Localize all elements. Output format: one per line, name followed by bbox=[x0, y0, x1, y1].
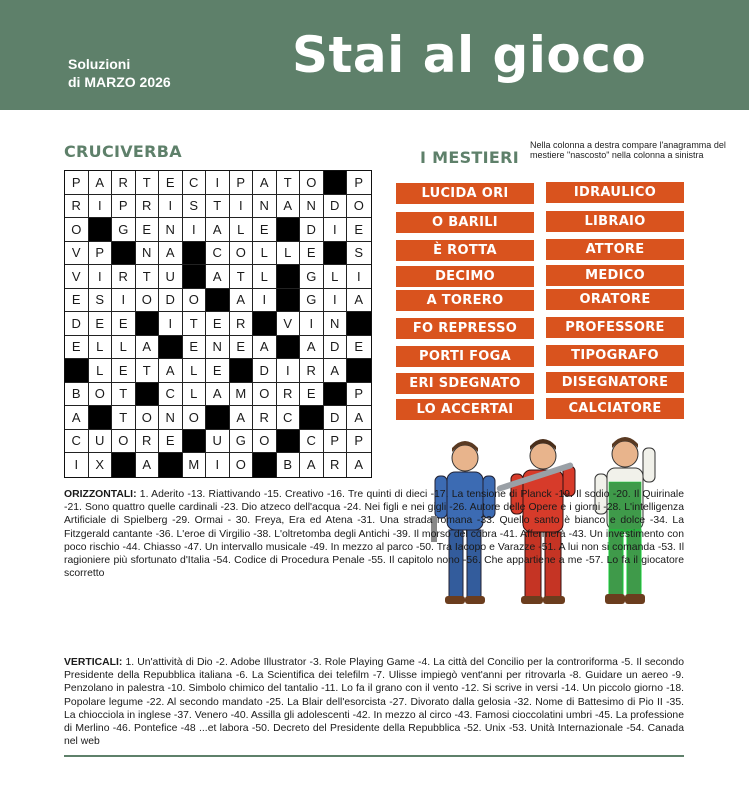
grid-cell: O bbox=[183, 289, 207, 313]
grid-cell: N bbox=[300, 195, 324, 219]
solutions-line2: di MARZO 2026 bbox=[68, 74, 171, 90]
grid-cell: P bbox=[230, 171, 254, 195]
grid-cell: G bbox=[230, 430, 254, 454]
solutions-label bbox=[68, 55, 171, 91]
anagram-heading: I MESTIERI bbox=[420, 148, 519, 167]
grid-cell: S bbox=[183, 195, 207, 219]
grid-cell: T bbox=[112, 406, 136, 430]
grid-cell: L bbox=[324, 265, 348, 289]
grid-cell: P bbox=[112, 195, 136, 219]
page-title: Stai al gioco bbox=[292, 26, 647, 84]
anagram-left-item: ERI SDEGNATO bbox=[396, 373, 534, 394]
grid-cell: I bbox=[159, 312, 183, 336]
grid-block bbox=[277, 265, 301, 289]
grid-cell: O bbox=[300, 171, 324, 195]
grid-cell: O bbox=[230, 242, 254, 266]
grid-cell: A bbox=[253, 336, 277, 360]
grid-cell: I bbox=[277, 359, 301, 383]
grid-cell: N bbox=[253, 195, 277, 219]
grid-cell: L bbox=[89, 336, 113, 360]
grid-cell: A bbox=[354, 457, 364, 473]
grid-cell: R bbox=[324, 453, 348, 477]
across-clues bbox=[64, 488, 684, 580]
grid-cell: T bbox=[277, 171, 301, 195]
grid-cell: R bbox=[253, 406, 277, 430]
grid-cell: T bbox=[136, 359, 160, 383]
grid-cell: D bbox=[324, 336, 348, 360]
grid-block bbox=[159, 336, 183, 360]
crossword-heading: CRUCIVERBA bbox=[64, 142, 182, 161]
grid-cell: A bbox=[347, 289, 371, 313]
anagram-right-item: ATTORE bbox=[546, 239, 684, 260]
grid-cell: R bbox=[112, 265, 136, 289]
anagram-note: Nella colonna a destra compare l'anagramma del mestiere "nascosto" nella colonna a sinistra bbox=[530, 140, 726, 160]
grid-cell: E bbox=[347, 218, 371, 242]
grid-cell: A bbox=[89, 171, 113, 195]
grid-cell: E bbox=[300, 383, 324, 407]
grid-block bbox=[89, 218, 113, 242]
grid-block bbox=[112, 453, 136, 477]
grid-block bbox=[277, 218, 301, 242]
header-banner bbox=[0, 0, 749, 110]
grid-cell: O bbox=[136, 406, 160, 430]
grid-cell: N bbox=[324, 312, 348, 336]
anagram-right-item: LIBRAIO bbox=[546, 211, 684, 232]
grid-cell: R bbox=[112, 171, 136, 195]
grid-cell: E bbox=[65, 289, 89, 313]
grid-cell: P bbox=[324, 430, 348, 454]
grid-cell: N bbox=[159, 406, 183, 430]
grid-cell: L bbox=[277, 242, 301, 266]
grid-cell: M bbox=[230, 383, 254, 407]
grid-cell: E bbox=[230, 336, 254, 360]
grid-cell: A bbox=[159, 359, 183, 383]
grid-cell: O bbox=[253, 383, 277, 407]
grid-cell: G bbox=[300, 265, 324, 289]
grid-cell: A bbox=[65, 406, 89, 430]
grid-block bbox=[136, 312, 160, 336]
grid-cell: O bbox=[136, 289, 160, 313]
grid-cell: D bbox=[253, 359, 277, 383]
down-label: VERTICALI: bbox=[64, 657, 123, 668]
grid-cell: C bbox=[300, 430, 324, 454]
grid-cell: E bbox=[89, 312, 113, 336]
grid-cell: O bbox=[183, 406, 207, 430]
grid-cell: A bbox=[159, 242, 183, 266]
grid-cell: N bbox=[206, 336, 230, 360]
grid-cell: T bbox=[136, 171, 160, 195]
grid-cell: S bbox=[89, 289, 113, 313]
grid-cell: C bbox=[206, 242, 230, 266]
grid-block bbox=[89, 406, 113, 430]
grid-block bbox=[183, 430, 207, 454]
grid-cell: B bbox=[277, 453, 301, 477]
grid-cell: P bbox=[347, 171, 371, 195]
grid-block bbox=[347, 312, 371, 336]
anagram-right-item: ORATORE bbox=[546, 289, 684, 310]
grid-cell: E bbox=[347, 336, 371, 360]
grid-block bbox=[347, 359, 371, 383]
grid-cell: I bbox=[230, 195, 254, 219]
grid-block bbox=[324, 383, 348, 407]
grid-cell: D bbox=[300, 218, 324, 242]
grid-cell: I bbox=[347, 265, 371, 289]
grid-cell: T bbox=[136, 265, 160, 289]
anagram-left-item: PORTI FOGA bbox=[396, 346, 534, 367]
grid-cell: R bbox=[230, 312, 254, 336]
grid-cell: A bbox=[300, 453, 324, 477]
down-clues bbox=[64, 656, 684, 748]
grid-block bbox=[206, 406, 230, 430]
grid-cell: E bbox=[112, 312, 136, 336]
grid-block bbox=[183, 242, 207, 266]
anagram-right-item: CALCIATORE bbox=[546, 398, 684, 419]
grid-block bbox=[136, 383, 160, 407]
grid-cell: B bbox=[65, 383, 89, 407]
grid-cell: E bbox=[183, 336, 207, 360]
grid-cell: E bbox=[65, 336, 89, 360]
crossword-grid bbox=[64, 170, 372, 478]
grid-cell: O bbox=[65, 218, 89, 242]
grid-cell: A bbox=[136, 453, 160, 477]
grid-cell: U bbox=[159, 265, 183, 289]
grid-cell: I bbox=[324, 289, 348, 313]
grid-cell: G bbox=[300, 289, 324, 313]
anagram-right-item: PROFESSORE bbox=[546, 317, 684, 338]
grid-cell: G bbox=[112, 218, 136, 242]
grid-block bbox=[324, 242, 348, 266]
anagram-left-item: LO ACCERTAI bbox=[396, 399, 534, 420]
grid-block bbox=[253, 312, 277, 336]
grid-cell: I bbox=[300, 312, 324, 336]
anagram-right-item: IDRAULICO bbox=[546, 182, 684, 203]
grid-block bbox=[324, 171, 348, 195]
grid-cell: R bbox=[300, 359, 324, 383]
grid-block bbox=[159, 453, 183, 477]
grid-cell: A bbox=[277, 195, 301, 219]
grid-cell: A bbox=[206, 265, 230, 289]
grid-block bbox=[277, 336, 301, 360]
anagram-right-item: TIPOGRAFO bbox=[546, 345, 684, 366]
grid-cell: R bbox=[136, 195, 160, 219]
anagram-right-item: DISEGNATORE bbox=[546, 372, 684, 393]
grid-cell: E bbox=[253, 218, 277, 242]
grid-cell: C bbox=[65, 430, 89, 454]
across-text: 1. Aderito -13. Riattivando -15. Creativo -16. Tre quinti di dieci -17. La tensione di Planck -19. Il sodio -20. Il Quirinale -21. Sono quattro quelle cardinali -23. Dio atzeco dell'acqua -24. Nei figli e nei gigli -26. Autore delle Opere e i giorni -28. L'intelligenza Artificiale di Spielberg -29. Ormai - 30. Freya, Era ed Atena -31. Una strada romana -33. Quello santo è bianco e dolce -34. La Fitzgerald cantante -36. L'eroe di Virgilio -38. L'oltretomba degli Antichi -39. Il morso del cobra -41. Affermerà -43. Un investimento con poco rischio -44. Chiasso -47. Un intervallo musicale -49. In mezzo al parco -50. Tra Iacopo e Varazze -51. A lui non si comanda -53. Il ragioniere più sfortunato d'Italia -54. Codice di Procedura Penale -55. Il capitolo nono -56. Che appartiene a me -57. Lo fa il giocatore scorretto bbox=[64, 489, 684, 580]
grid-cell: V bbox=[277, 312, 301, 336]
grid-cell: N bbox=[159, 218, 183, 242]
anagram-left-item: FO REPRESSO bbox=[396, 318, 534, 339]
grid-cell: I bbox=[253, 289, 277, 313]
grid-block bbox=[230, 359, 254, 383]
grid-cell: R bbox=[277, 383, 301, 407]
grid-block bbox=[253, 453, 277, 477]
grid-cell: S bbox=[347, 242, 371, 266]
grid-cell: O bbox=[347, 195, 371, 219]
grid-block bbox=[65, 359, 89, 383]
grid-block bbox=[300, 406, 324, 430]
grid-cell: O bbox=[230, 453, 254, 477]
grid-cell: N bbox=[136, 242, 160, 266]
anagram-left-item: LUCIDA ORI bbox=[396, 183, 534, 204]
grid-cell: C bbox=[183, 171, 207, 195]
grid-cell: A bbox=[347, 406, 371, 430]
grid-cell: L bbox=[253, 265, 277, 289]
grid-cell: O bbox=[112, 430, 136, 454]
grid-block bbox=[112, 242, 136, 266]
grid-cell: I bbox=[183, 218, 207, 242]
grid-cell: L bbox=[89, 359, 113, 383]
grid-cell: L bbox=[230, 218, 254, 242]
anagram-left-item: DECIMO bbox=[396, 266, 534, 287]
grid-block bbox=[183, 265, 207, 289]
grid-cell: L bbox=[183, 359, 207, 383]
grid-cell: E bbox=[112, 359, 136, 383]
grid-cell: A bbox=[324, 359, 348, 383]
grid-cell: D bbox=[324, 195, 348, 219]
grid-cell: I bbox=[89, 195, 113, 219]
grid-cell: T bbox=[183, 312, 207, 336]
grid-cell: D bbox=[324, 406, 348, 430]
grid-cell: L bbox=[112, 336, 136, 360]
grid-cell: L bbox=[183, 383, 207, 407]
grid-cell: O bbox=[89, 383, 113, 407]
grid-cell: V bbox=[65, 242, 89, 266]
anagram-right-item: MEDICO bbox=[546, 265, 684, 286]
grid-cell: I bbox=[159, 195, 183, 219]
anagram-left-item: A TORERO bbox=[396, 290, 534, 311]
grid-cell: M bbox=[183, 453, 207, 477]
grid-cell: E bbox=[159, 430, 183, 454]
bottom-divider bbox=[64, 755, 684, 757]
grid-cell: E bbox=[300, 242, 324, 266]
grid-cell: C bbox=[159, 383, 183, 407]
grid-cell: A bbox=[206, 383, 230, 407]
grid-cell: A bbox=[230, 406, 254, 430]
grid-cell: L bbox=[253, 242, 277, 266]
grid-block bbox=[277, 430, 301, 454]
grid-cell: T bbox=[112, 383, 136, 407]
anagram-left-item: O BARILI bbox=[396, 212, 534, 233]
grid-cell: E bbox=[159, 171, 183, 195]
grid-cell: A bbox=[300, 336, 324, 360]
across-label: ORIZZONTALI: bbox=[64, 489, 137, 500]
solutions-line1: Soluzioni bbox=[68, 56, 131, 72]
grid-cell: E bbox=[206, 312, 230, 336]
grid-cell: P bbox=[89, 242, 113, 266]
grid-cell: P bbox=[65, 171, 89, 195]
grid-cell: R bbox=[136, 430, 160, 454]
grid-block bbox=[277, 289, 301, 313]
grid-cell: V bbox=[65, 265, 89, 289]
grid-cell: C bbox=[277, 406, 301, 430]
grid-cell: D bbox=[159, 289, 183, 313]
grid-cell: I bbox=[89, 265, 113, 289]
grid-cell: D bbox=[65, 312, 89, 336]
grid-cell: E bbox=[136, 218, 160, 242]
down-text: 1. Un'attività di Dio -2. Adobe Illustrator -3. Role Playing Game -4. La città del Concilio per la controriforma -5. Il secondo Presidente della Repubblica italiana -6. La Scientifica dei telefilm -7. Ulisse impiegò vent'anni per ritrovarla -8. Guidare un aereo -9. Penzolano in palestra -10. Simbolo chimico del tantalio -11. Lo fa il grano con il vento -12. Si scrive in versi -14. Un piccolo giorno -18. Popolare legume -22. Al secondo mandato -25. La Blair dell'esorcista -27. Divorato dalla gelosia -32. Nome di Battesimo di Pio II -35. La chiocciola in inglese -37. Venero -40. Assilla gli adolescenti -42. In mezzo al circo -43. Famosi cioccolatini umbri -45. La professione di Merlino -46. Pontefice -48 ...et labora -50. Decreto del Presidente della Repubblica -52. Unix -53. Unità Internazionale -54. Canada nel web bbox=[64, 657, 684, 748]
grid-cell: A bbox=[136, 336, 160, 360]
grid-cell: E bbox=[206, 359, 230, 383]
grid-cell: A bbox=[230, 289, 254, 313]
grid-cell: O bbox=[253, 430, 277, 454]
grid-cell: A bbox=[206, 218, 230, 242]
anagram-left-item: È ROTTA bbox=[396, 240, 534, 261]
grid-cell: I bbox=[65, 453, 89, 477]
grid-cell: A bbox=[253, 171, 277, 195]
grid-cell: U bbox=[206, 430, 230, 454]
grid-cell: T bbox=[206, 195, 230, 219]
grid-cell: I bbox=[324, 218, 348, 242]
grid-cell: P bbox=[347, 383, 371, 407]
grid-block bbox=[206, 289, 230, 313]
grid-cell: I bbox=[206, 171, 230, 195]
grid-cell: I bbox=[112, 289, 136, 313]
grid-cell: R bbox=[65, 195, 89, 219]
grid-cell: T bbox=[230, 265, 254, 289]
grid-cell: P bbox=[347, 430, 371, 454]
grid-cell: X bbox=[89, 453, 113, 477]
grid-cell: I bbox=[206, 453, 230, 477]
grid-cell: U bbox=[89, 430, 113, 454]
